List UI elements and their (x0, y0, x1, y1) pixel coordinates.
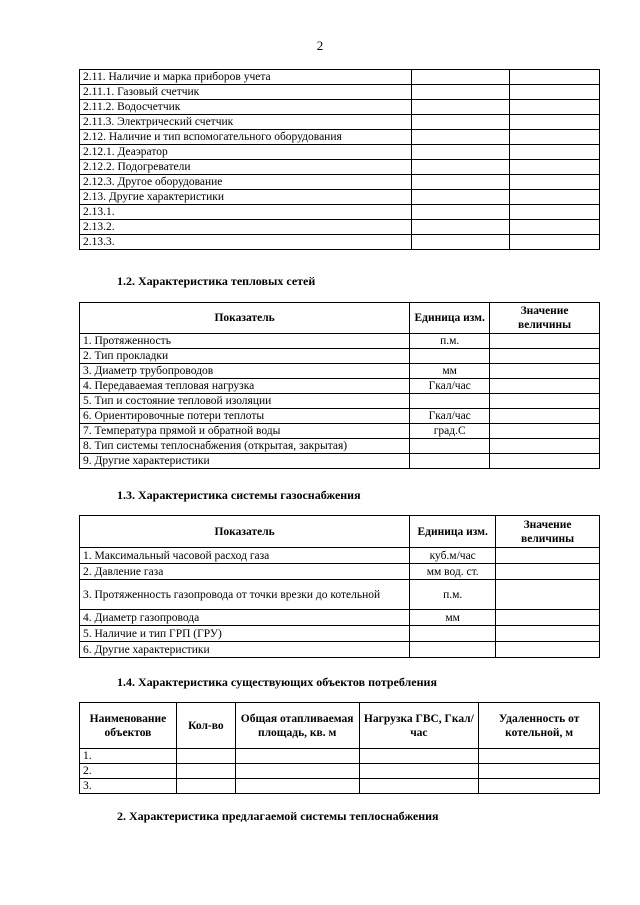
consumers-table (79, 702, 600, 794)
row-label: 2.11. Наличие и марка приборов учета (80, 70, 412, 85)
boiler-characteristics-table (79, 69, 600, 250)
header-unit: Единица изм. (410, 303, 490, 334)
table-row (80, 115, 600, 130)
row-label: 2.12.3. Другое оборудование (80, 175, 412, 190)
header-distance: Удаленность от котельной, м (479, 703, 600, 749)
table-row: 5. Наличие и тип ГРП (ГРУ) (80, 626, 600, 642)
header-unit: Единица изм. (410, 516, 496, 548)
header-indicator: Показатель (80, 303, 410, 334)
table-row: 2. (80, 764, 600, 779)
header-indicator: Показатель (80, 516, 410, 548)
row-label: 2.12.1. Деаэратор (80, 145, 412, 160)
table-row: 1. Протяженность п.м. (80, 334, 600, 349)
table-row (80, 85, 600, 100)
row-label: 2.12.2. Подогреватели (80, 160, 412, 175)
table-row: 8. Тип системы теплоснабжения (открытая, закрытая) (80, 439, 600, 454)
table-row: 3. Диаметр трубопроводов мм (80, 364, 600, 379)
heat-networks-table (79, 302, 600, 469)
table-row: 7. Температура прямой и обратной воды град.С (80, 424, 600, 439)
row-label: 2.12. Наличие и тип вспомогательного оборудования (80, 130, 412, 145)
table-row (80, 145, 600, 160)
table-row: 2. Давление газа мм вод. ст. (80, 564, 600, 580)
table-row: 5. Тип и состояние тепловой изоляции (80, 394, 600, 409)
table-row (80, 175, 600, 190)
table-row: 9. Другие характеристики (80, 454, 600, 469)
table-row: 3. (80, 779, 600, 794)
row-label: 2.13. Другие характеристики (80, 190, 412, 205)
row-label: 2.11.3. Электрический счетчик (80, 115, 412, 130)
row-label: 2.11.1. Газовый счетчик (80, 85, 412, 100)
table-row (80, 160, 600, 175)
row-label: 2.13.1. (80, 205, 412, 220)
table-row (80, 190, 600, 205)
table-row: 4. Передаваемая тепловая нагрузка Гкал/час (80, 379, 600, 394)
header-value: Значение величины (496, 516, 600, 548)
header-value: Значение величины (490, 303, 600, 334)
row-label: 2.13.2. (80, 220, 412, 235)
table-row: 1. (80, 749, 600, 764)
section-heading-proposed-system: 2. Характеристика предлагаемой системы теплоснабжения (117, 809, 439, 823)
row-label: 2.11.2. Водосчетчик (80, 100, 412, 115)
header-area: Общая отапливаемая площадь, кв. м (235, 703, 359, 749)
section-heading-heat-networks: 1.2. Характеристика тепловых сетей (117, 274, 316, 288)
table-row (80, 220, 600, 235)
header-count: Кол-во (176, 703, 235, 749)
table-row: 6. Ориентировочные потери теплоты Гкал/час (80, 409, 600, 424)
table-row: 4. Диаметр газопровода мм (80, 610, 600, 626)
page-number: 2 (316, 38, 324, 53)
table-row (80, 70, 600, 85)
table-row: 6. Другие характеристики (80, 642, 600, 658)
header-name: Наименование объектов (80, 703, 177, 749)
table-row (80, 205, 600, 220)
table-row (80, 235, 600, 250)
table-row: 2. Тип прокладки (80, 349, 600, 364)
table-row (80, 130, 600, 145)
table-row: 1. Максимальный часовой расход газа куб.м/час (80, 548, 600, 564)
section-heading-consumers: 1.4. Характеристика существующих объектов потребления (117, 675, 437, 689)
row-label: 2.13.3. (80, 235, 412, 250)
table-row: 3. Протяженность газопровода от точки врезки до котельной п.м. (80, 580, 600, 610)
section-heading-gas-supply: 1.3. Характеристика системы газоснабжения (117, 488, 361, 502)
gas-supply-table (79, 515, 600, 658)
header-load: Нагрузка ГВС, Гкал/час (359, 703, 479, 749)
table-row (80, 100, 600, 115)
